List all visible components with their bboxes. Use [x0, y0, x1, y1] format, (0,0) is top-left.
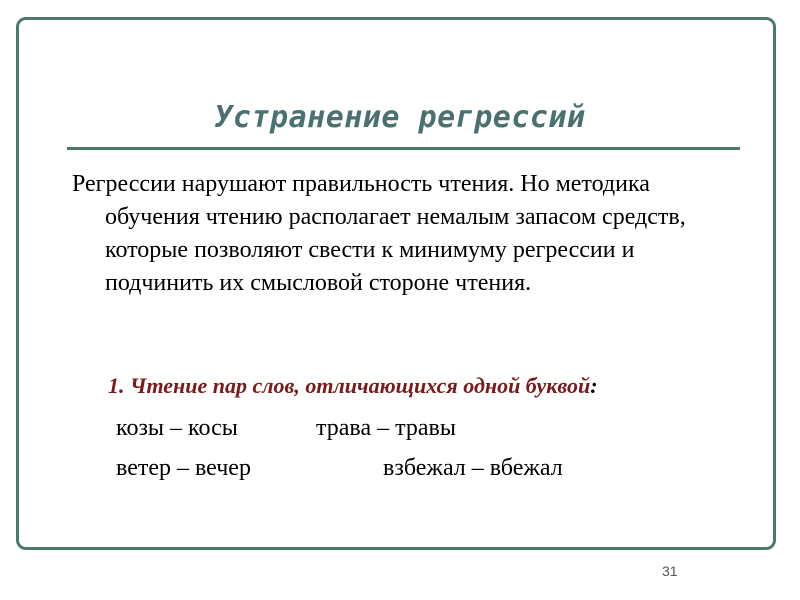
title-underline	[67, 147, 740, 150]
exercise-heading	[108, 373, 598, 399]
page-number: 31	[662, 563, 678, 579]
exercise-heading-colon: :	[590, 373, 598, 398]
slide-title: Устранение регрессий	[214, 100, 586, 135]
word-pair: ветер – вечер	[116, 455, 251, 481]
word-pair: козы – косы	[116, 415, 238, 441]
body-paragraph: Регрессии нарушают правильность чтения. Но методика обучения чтению располагает немалым запасом средств, которые позволяют свести к минимуму регрессии и подчинить их смысловой стороне чтения.	[72, 171, 686, 296]
word-pair: трава – травы	[316, 415, 456, 441]
exercise-heading-text: 1. Чтение пар слов, отличающихся одной буквой	[108, 373, 591, 398]
word-pair: взбежал – вбежал	[383, 455, 563, 481]
